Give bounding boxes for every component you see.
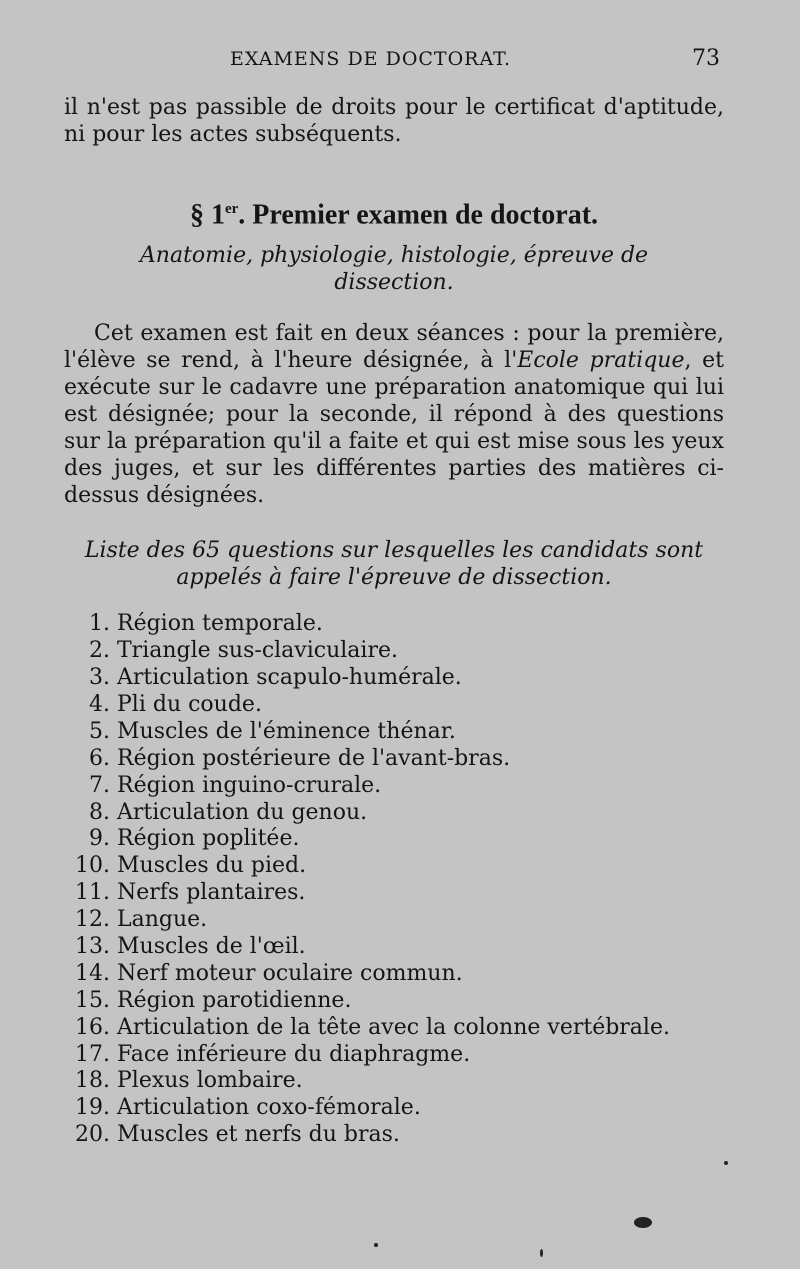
- list-item: [64, 1068, 724, 1095]
- question-number: 17.: [75, 1041, 110, 1067]
- question-text: Triangle sus-claviculaire.: [117, 638, 398, 664]
- question-text: Muscles de l'œil.: [117, 934, 306, 960]
- question-list: [64, 611, 724, 1149]
- page-body: [64, 94, 724, 1149]
- ink-speck: [374, 1243, 378, 1247]
- question-text: Région inguino-crurale.: [117, 772, 382, 798]
- question-number: 14.: [75, 960, 110, 986]
- list-item: [64, 746, 724, 773]
- question-number: 13.: [75, 934, 110, 960]
- question-number: 9.: [89, 826, 110, 852]
- question-text: Pli du coude.: [117, 692, 262, 717]
- list-item: [64, 1122, 724, 1149]
- ink-speck: [540, 1249, 543, 1257]
- ink-speck: [634, 1217, 652, 1228]
- question-number: 5.: [89, 718, 110, 744]
- list-item: [64, 1095, 724, 1122]
- list-item: [64, 773, 724, 800]
- question-text: Articulation de la tête avec la colonne vertébrale.: [117, 1014, 670, 1040]
- list-item: [64, 853, 724, 880]
- question-number: 10.: [75, 853, 110, 879]
- page-number: 73: [692, 46, 720, 71]
- list-item: [64, 665, 724, 692]
- question-text: Nerfs plantaires.: [117, 880, 306, 906]
- list-item: [64, 800, 724, 827]
- question-number: 2.: [89, 638, 110, 664]
- question-text: Région postérieure de l'avant-bras.: [117, 745, 511, 771]
- list-item: [64, 638, 724, 665]
- section-ordinal-suffix: er: [224, 201, 239, 217]
- list-item: [64, 1015, 724, 1042]
- question-number: 6.: [89, 745, 110, 771]
- question-number: 1.: [89, 611, 110, 637]
- question-text: Articulation scapulo-humérale.: [117, 665, 462, 691]
- question-number: 19.: [75, 1095, 110, 1121]
- question-text: Muscles de l'éminence thénar.: [117, 718, 456, 744]
- list-item: [64, 826, 724, 853]
- exam-description-paragraph: [64, 320, 724, 509]
- question-text: Plexus lombaire.: [117, 1068, 303, 1094]
- list-item: [64, 1042, 724, 1069]
- list-item: [64, 692, 724, 719]
- question-number: 18.: [75, 1068, 110, 1094]
- ink-speck: [724, 1161, 728, 1165]
- list-item: [64, 907, 724, 934]
- question-number: 15.: [75, 987, 110, 1013]
- section-subtitle: Anatomie, physiologie, histologie, épreuve de dissection.: [139, 243, 649, 296]
- list-item: [64, 611, 724, 638]
- list-item: [64, 934, 724, 961]
- question-text: Région parotidienne.: [117, 987, 352, 1013]
- question-list-title: Liste des 65 questions sur lesquelles les candidats sont appelés à faire l'épreuve de dissection.: [84, 538, 704, 591]
- section-heading: [64, 192, 724, 232]
- question-number: 8.: [89, 799, 110, 825]
- paragraph-part-2: , et exécute sur le cadavre une préparation anatomique qui lui est désignée; pour la seconde, il répond à des questions sur la préparation qu'il a faite et qui est mise sous les yeux des juges, et sur les différentes parties des matières ci-dessus désignées.: [64, 348, 724, 509]
- question-number: 3.: [89, 665, 110, 691]
- question-number: 7.: [89, 772, 110, 798]
- question-text: Langue.: [117, 907, 208, 933]
- question-text: Face inférieure du diaphragme.: [117, 1041, 471, 1067]
- question-text: Nerf moteur oculaire commun.: [117, 960, 463, 986]
- list-item: [64, 961, 724, 988]
- section-heading-text: . Premier examen de doctorat.: [238, 199, 599, 231]
- list-item: [64, 988, 724, 1015]
- question-text: Région poplitée.: [117, 826, 300, 852]
- question-number: 11.: [75, 880, 110, 906]
- school-name: Ecole pratique: [517, 348, 685, 374]
- question-text: Articulation du genou.: [117, 799, 368, 825]
- page-header: [0, 44, 800, 84]
- question-number: 16.: [75, 1014, 110, 1040]
- list-item: [64, 880, 724, 907]
- question-number: 20.: [75, 1122, 110, 1148]
- running-title: EXAMENS DE DOCTORAT.: [230, 48, 512, 70]
- paragraph-part-1: Cet examen est fait en deux séances : pour la première, l'élève se rend, à l'heure désignée, à l': [64, 321, 724, 374]
- intro-paragraph: il n'est pas passible de droits pour le certificat d'aptitude, ni pour les actes subséquents.: [64, 95, 724, 147]
- question-text: Muscles et nerfs du bras.: [117, 1122, 400, 1148]
- question-number: 12.: [75, 907, 110, 933]
- question-text: Région temporale.: [117, 611, 323, 637]
- question-text: Muscles du pied.: [117, 853, 307, 879]
- question-text: Articulation coxo-fémorale.: [117, 1095, 421, 1121]
- list-item: [64, 719, 724, 746]
- section-symbol: § 1: [189, 199, 225, 231]
- question-number: 4.: [89, 692, 110, 717]
